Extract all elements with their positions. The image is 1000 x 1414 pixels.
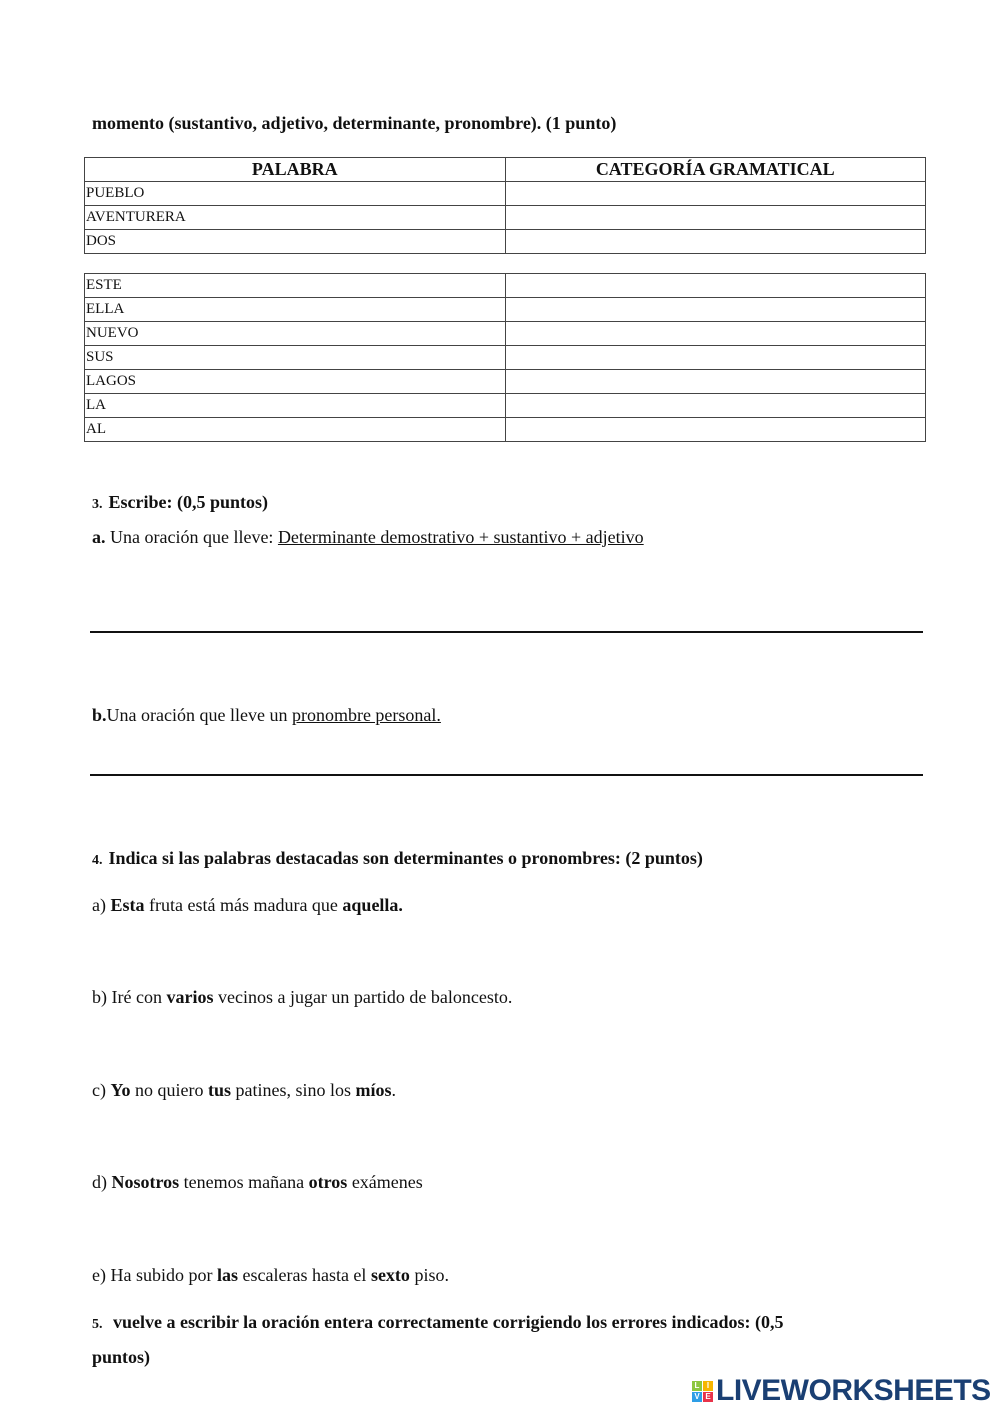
q5-title-cont: puntos) [92, 1347, 151, 1367]
sentence-text: patines, sino los [231, 1080, 356, 1100]
live-squares-icon [692, 1381, 713, 1402]
word-cell: ELLA [85, 298, 506, 322]
word-table-1 [84, 157, 926, 254]
table-row [85, 370, 926, 394]
q4-sentence [92, 1172, 423, 1193]
q3b-text: Una oración que lleve un [106, 705, 292, 725]
logo-text: LIVEWORKSHEETS [716, 1374, 991, 1407]
highlighted-word: tus [207, 1080, 231, 1100]
category-answer-cell[interactable] [505, 274, 926, 298]
q4-sentence [92, 895, 403, 916]
word-cell: NUEVO [85, 322, 506, 346]
q4-sentence [92, 1265, 449, 1286]
highlighted-word: Esta [110, 895, 145, 915]
table-row [85, 274, 926, 298]
q4-sentence [92, 987, 512, 1008]
highlighted-word: míos [355, 1080, 392, 1100]
highlighted-word: Nosotros [111, 1172, 180, 1192]
word-cell: AVENTURERA [85, 206, 506, 230]
sentence-text: b) Iré con [92, 987, 167, 1007]
word-cell: PUEBLO [85, 182, 506, 206]
sentence-text: fruta está más madura que [144, 895, 343, 915]
category-answer-cell[interactable] [505, 418, 926, 442]
logo-letter: L [692, 1381, 702, 1391]
sentence-text: . [391, 1080, 396, 1100]
sentence-text: exámenes [347, 1172, 423, 1192]
table-row [85, 230, 926, 254]
category-answer-cell[interactable] [505, 298, 926, 322]
table-row [85, 346, 926, 370]
q5-heading [92, 1312, 784, 1333]
highlighted-word: otros [308, 1172, 348, 1192]
q5-number: 5. [92, 1317, 103, 1332]
category-answer-cell[interactable] [505, 230, 926, 254]
sentence-text: tenemos mañana [179, 1172, 309, 1192]
logo-letter: V [692, 1392, 702, 1402]
q3a [92, 527, 644, 548]
sentence-text: e) Ha subido por [92, 1265, 217, 1285]
highlighted-word: las [216, 1265, 238, 1285]
q3-title: Escribe: (0,5 puntos) [108, 492, 269, 512]
sentence-text: a) [92, 895, 111, 915]
q5-title: vuelve a escribir la oración entera correctamente corrigiendo los errores indicados: (0,5 [108, 1312, 784, 1332]
header-categoria: CATEGORÍA GRAMATICAL [505, 158, 926, 182]
sentence-text: piso. [409, 1265, 449, 1285]
table-row [85, 182, 926, 206]
q4-title: Indica si las palabras destacadas son determinantes o pronombres: (2 puntos) [108, 848, 703, 868]
category-answer-cell[interactable] [505, 394, 926, 418]
highlighted-word: aquella. [342, 895, 403, 915]
q4-heading [92, 848, 703, 869]
highlighted-word: sexto [370, 1265, 410, 1285]
q3a-underlined: Determinante demostrativo + sustantivo + adjetivo [277, 527, 644, 547]
sentence-text: no quiero [130, 1080, 208, 1100]
sentence-text: escaleras hasta el [238, 1265, 371, 1285]
category-answer-cell[interactable] [505, 346, 926, 370]
category-answer-cell[interactable] [505, 322, 926, 346]
table-row [85, 394, 926, 418]
word-cell: AL [85, 418, 506, 442]
q3b-label: b. [92, 705, 107, 725]
q3a-label: a. [92, 527, 106, 547]
word-cell: LA [85, 394, 506, 418]
logo-letter: I [703, 1381, 713, 1391]
answer-line-a[interactable] [90, 631, 923, 633]
word-cell: LAGOS [85, 370, 506, 394]
category-answer-cell[interactable] [505, 370, 926, 394]
liveworksheets-logo [692, 1374, 991, 1408]
logo-letter: E [703, 1392, 713, 1402]
q3b [92, 705, 441, 726]
word-table-2 [84, 273, 926, 442]
table-row [85, 322, 926, 346]
word-cell: ESTE [85, 274, 506, 298]
q3a-text: Una oración que lleve: [110, 527, 278, 547]
sentence-text: vecinos a jugar un partido de baloncesto. [213, 987, 513, 1007]
q3b-underlined: pronombre personal. [291, 705, 441, 725]
q4-number: 4. [92, 853, 103, 868]
table-row [85, 298, 926, 322]
q3-number: 3. [92, 497, 103, 512]
word-cell: SUS [85, 346, 506, 370]
q4-sentence [92, 1080, 396, 1101]
table-row [85, 418, 926, 442]
table-row [85, 206, 926, 230]
category-answer-cell[interactable] [505, 182, 926, 206]
sentence-text: d) [92, 1172, 112, 1192]
header-palabra: PALABRA [85, 158, 506, 182]
answer-line-b[interactable] [90, 774, 923, 776]
highlighted-word: Yo [110, 1080, 131, 1100]
intro-instruction: momento (sustantivo, adjetivo, determinante, pronombre). (1 punto) [92, 113, 617, 133]
sentence-text: c) [92, 1080, 111, 1100]
highlighted-word: varios [166, 987, 214, 1007]
q3-heading [92, 492, 268, 513]
word-cell: DOS [85, 230, 506, 254]
category-answer-cell[interactable] [505, 206, 926, 230]
